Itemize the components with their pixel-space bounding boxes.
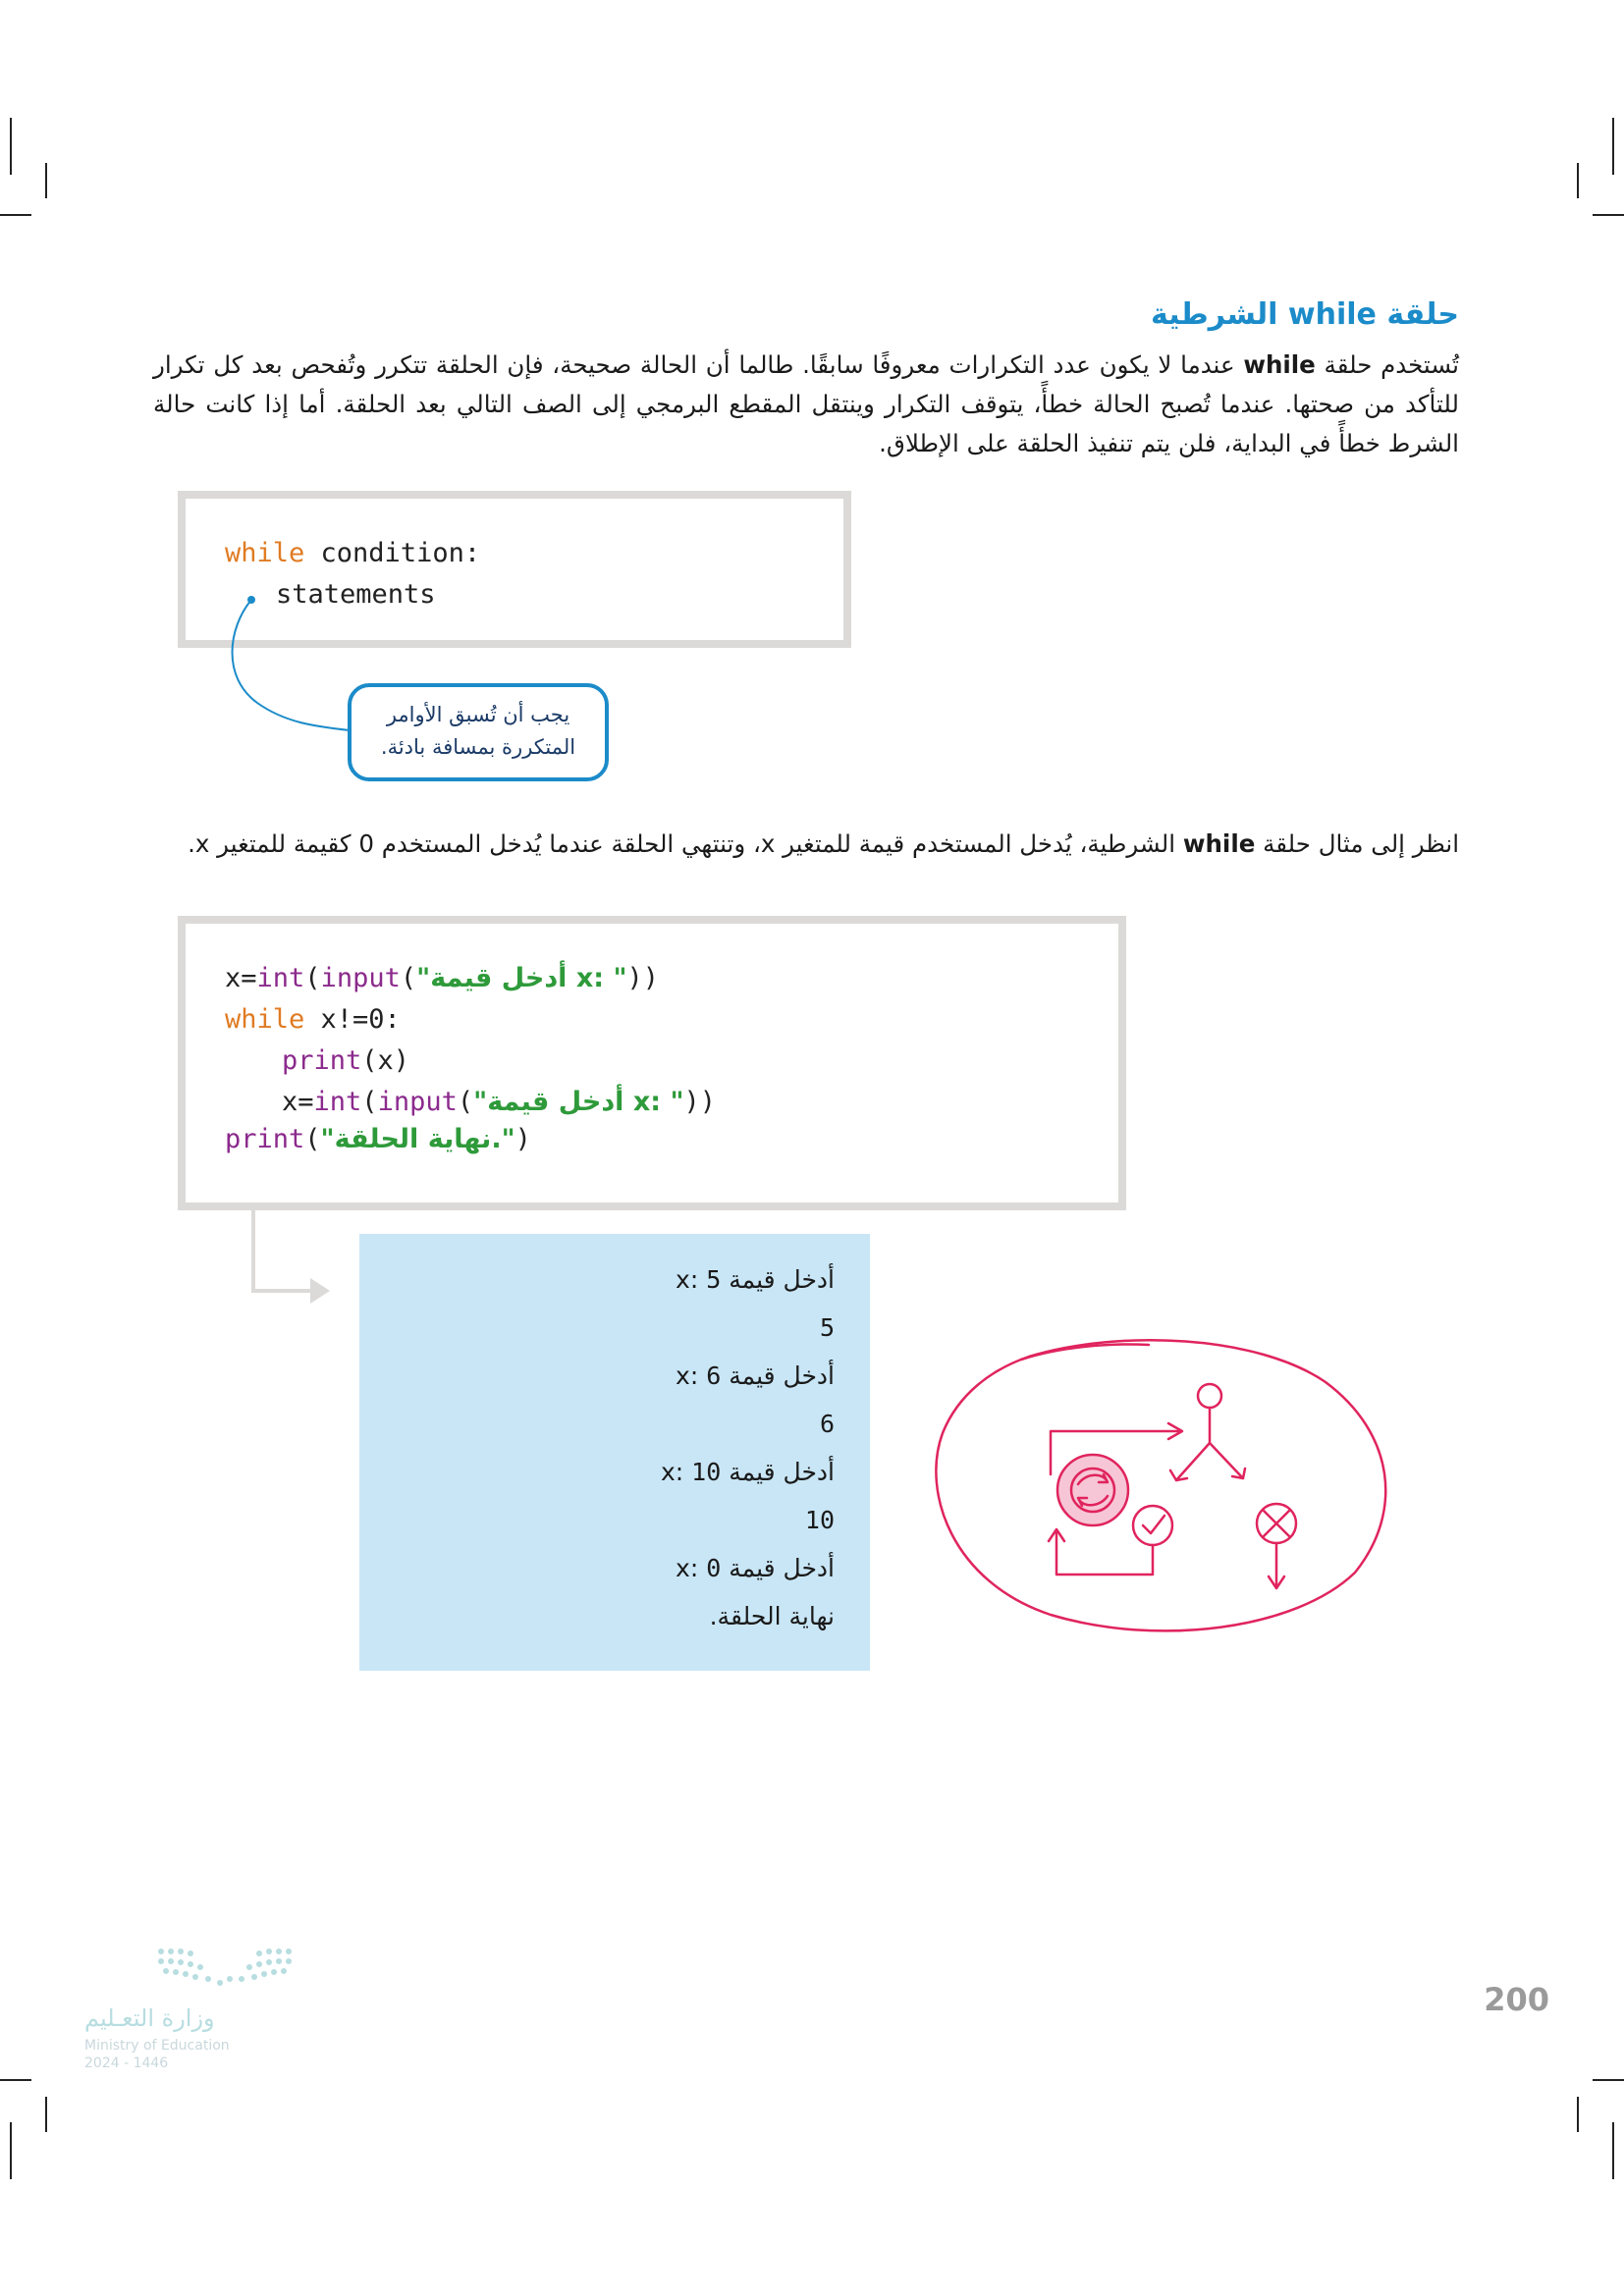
logo-english-text: Ministry of Education bbox=[84, 2038, 230, 2054]
loop-sketch-illustration bbox=[913, 1315, 1404, 1649]
output-line: نهاية الحلقة. bbox=[709, 1602, 835, 1630]
output-line: أدخل قيمة x: 10 bbox=[661, 1458, 835, 1486]
syntax-line-1: while condition: bbox=[225, 538, 481, 568]
intro-paragraph: تُستخدم حلقة while عندما لا يكون عدد التكرارات معروفًا سابقًا. طالما أن الحالة صحيحة، فإن الحلقة تتكرر وتُفحص بعد كل تكرار للتأكد من صحتها. عندما تُصبح الحالة خطأً، يتوقف التكرار وينتقل المقطع البرمجي إلى الصف التالي بعد الحلقة. أما إذا كانت حالة الشرط خطأً في البداية، فلن يتم تنفيذ الحلقة على الإطلاق. bbox=[153, 350, 1459, 457]
logo-arabic-text: وزارة التعـليم bbox=[84, 2004, 215, 2032]
output-panel bbox=[359, 1234, 870, 1671]
code-line-4: x=int(input("أدخل قيمة x: ")) bbox=[282, 1087, 717, 1117]
code-line-3: print(x) bbox=[282, 1045, 410, 1076]
logo-mark bbox=[151, 1942, 298, 2001]
code-line-5: print("نهاية الحلقة.") bbox=[225, 1124, 531, 1154]
output-line: 10 bbox=[804, 1506, 835, 1534]
code-line-1: x=int(input("أدخل قيمة x: ")) bbox=[225, 963, 660, 993]
logo-year-text: 2024 - 1446 bbox=[84, 2056, 169, 2071]
output-line: أدخل قيمة x: 5 bbox=[676, 1265, 835, 1294]
code-line-2: while x!=0: bbox=[225, 1004, 401, 1035]
sketch-ellipse bbox=[936, 1340, 1385, 1630]
callout-line-1: يجب أن تُسبق الأوامر bbox=[386, 703, 570, 726]
output-line: 5 bbox=[819, 1313, 835, 1342]
ministry-logo bbox=[79, 1942, 304, 2079]
output-line: أدخل قيمة x: 0 bbox=[676, 1554, 835, 1582]
output-line: 6 bbox=[819, 1410, 835, 1438]
page-number: 200 bbox=[1484, 1981, 1549, 2018]
syntax-line-2: statements bbox=[276, 579, 436, 610]
callout-line-2: المتكررة بمسافة بادئة. bbox=[380, 735, 576, 759]
section-heading: حلقة while الشرطية bbox=[1151, 297, 1459, 332]
example-intro: انظر إلى مثال حلقة while الشرطية، يُدخل المستخدم قيمة للمتغير x، وتنتهي الحلقة عندما يُدخل المستخدم 0 كقيمة للمتغير x. bbox=[188, 829, 1459, 858]
output-line: أدخل قيمة x: 6 bbox=[676, 1362, 835, 1390]
